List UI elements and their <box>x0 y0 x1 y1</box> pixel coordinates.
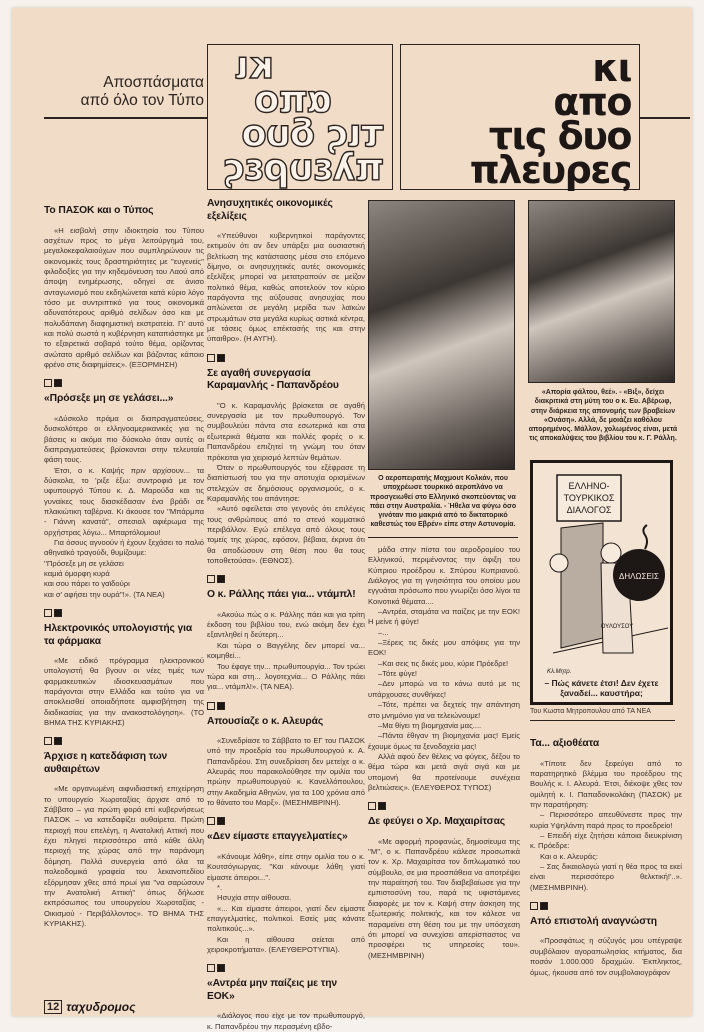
section-separator-icon <box>530 902 682 910</box>
headline-line: κι <box>592 46 631 90</box>
article <box>44 205 204 370</box>
kicker-line: Αποσπάσματα <box>103 74 204 91</box>
section-separator-icon <box>207 702 365 710</box>
article <box>207 198 365 345</box>
column-2 <box>207 196 365 1032</box>
article <box>530 916 682 978</box>
article-paragraph: Και η αίθουσα σείεται από χειροκροτήματα». (ΕΛΕΥΘΕΡΟΤΥΠΙΑ). <box>207 934 365 955</box>
article-paragraph: –Ξέρεις τις δικές μου απόψεις για την ΕΟΚ! <box>368 638 520 658</box>
headline-line: τις δυο <box>242 112 384 155</box>
photo-caption: «Απορία φάλτου, θεέ». - «Βιξ», δείχει διακριτικά στη μύτη του ο κ. Ευ. Αβέρωφ, στην διάρκεια της απονομής των βραβείων «Ονάση». Αλλά, δε μοιάζει καθόλου απορημένος. Μάλλον, χολωμένος είναι, μετά τις αποκαλύψεις του βιβλίου του κ. Γ. Ράλλη. <box>528 389 678 443</box>
mirrored-headline <box>208 44 392 189</box>
section-separator-icon <box>44 737 204 745</box>
divider <box>44 117 207 119</box>
article-paragraph: Για όσους αγνοούν ή έχουν ξεχάσει το παλιό αθηναϊκό τραγούδι, θυμίζουμε: <box>44 537 204 558</box>
article-paragraph: Όταν ο πρωθυπουργός του εξέφρασε τη διαπίστωσή του για την αποτυχία ορισμένων στελεχών σε δημόσιους οργανισμούς, ο κ. Καραμανλής του απάντησε: <box>207 462 365 503</box>
section-separator-icon <box>368 802 520 810</box>
article-paragraph: «Κάνουμε λάθη», είπε στην ομιλία του ο κ. Κουτσόγιωργας. ''Και κάνουμε λάθη γιατί είμαστε άπειροι...''. <box>207 851 365 882</box>
coat-label: ΟΥΛΟΥΣΟΥ <box>600 624 634 630</box>
article-paragraph: Έτσι, ο κ. Καψής πριν αρχίσουν... τα δύσκολα, το 'ριξε έξω: συντροφιά με τον υφυπουργό Τύπου κ. Δ. Μαρούδα και τις γυναίκες τους διασκέδασαν ένα βράδι σε πλακιώτικη ταβέρνα. Κι άκουσε τον ''Μπάρμπα - Γιάννη κανατά'', σπεσιαλ αφιέρωμα της ορχήστρας λόγω... Μπαρτόλομιου! <box>44 465 204 537</box>
section-separator-icon <box>207 817 365 825</box>
article-paragraph: – Επειδή είχε ζητήσει κάποια διευκρίνιση κ. Πρόεδρε: <box>530 830 682 851</box>
article-paragraph: – Σας δικαιολογώ γιατί η θέα προς τα εκεί είναι περισσότερο θελκτική!'..». (ΜΕΣΗΜΒΡΙΝΗ). <box>530 861 682 892</box>
photo-averof <box>528 200 675 383</box>
article-paragraph: –Και σεις τις δικές μου, κύριε Πρόεδρε! <box>378 658 509 668</box>
article-paragraph: –Πάντα έθιγαν τη βιομηχανία μας! Εμείς έχουμε όμως τα ξενοδοχεία μας! <box>368 731 520 751</box>
article-paragraph: «Διάλογος που είχε με τον πρωθυπουργό, κ. Παπανδρέου την περασμένη εβδο- <box>207 1011 365 1031</box>
magazine-brand: ταχυδρομος <box>66 1000 136 1014</box>
article <box>207 716 365 809</box>
article-paragraph: «Ακούω πώς ο κ. Ράλλης πάει και για τρίτη έκδοση του βιβλίου του, ενώ ακόμη δεν έχει εξαντληθεί η δεύτερη... <box>207 609 365 640</box>
column-3 <box>368 545 520 961</box>
article-paragraph: «Η εισβολή στην ιδιοκτησία του Τύπου ασχέτων προς το μέγα λειτούργημά του, μεγαλοκεφαλαιούχων που συμπληρώνουν τις οικονομικές τους δραστηριότητες με ''ευγενείς'' φιλοδοξίες για την κηδεμόνευση του Λαού από άποψη ενημέρωσης, οδηγεί σε άνισο ανταγωνισμό που εκδηλώνεται κατά κύριο λόγο τόσο με συντριπτικό για τους οικονομικά αδυνατότερους αριθμό σελίδων όσο και με πολυδάπανη διαφημιστική εκστρατεία. Γι' αυτό και πολύ σωστά η κυβέρνηση καταπιάστηκε με το εξαιρετικά σοβαρό τούτο θέμα, ορίζοντας ανώτατο αριθμό σελίδων και βάζοντας κάποιο φρένο στις διαφημίσεις». (ΕΞΟΡΜΗΣΗ) <box>44 225 204 369</box>
political-cartoon <box>530 460 673 705</box>
article-paragraph: *. <box>217 882 223 892</box>
article-paragraph: «Προσφάτως η σύζυγός μου υπέγραψε συμβόλαιον αγοραπωλησίας κτήματος, δια ποσόν 1.000.000 δραχμών. Έκπληκτος, όμως, ήκουσα από τον συμβολαιογράφον <box>530 936 682 977</box>
article-paragraph: «Με αφορμή προφανώς, δημοσίευμα της ''Μ'', ο κ. Παπανδρέου κάλεσε προσωπικά τον κ. Χρ. Μαχαιρίτσα τον διπλωματικό του σύμβουλο, σε μια προσπάθεια να αποτρέψει την παραίτησή του. Τον διαβεβαίωσε για την εμπιστοσύνη του, παρά τις υφιστάμενες διαφορές με τον κ. Καψή στην άσκηση της εξωτερικής πολιτικής, και τον κάλεσε να παραμείνει στη θέση του με την υπόσχεση ότι μπορεί να συνεχίσει απερίσπαστος να προσφέρει τις υπηρεσίες του». (ΜΕΣΗΜΒΡΙΝΗ) <box>368 836 520 960</box>
article-paragraph: «Δύσκολο πράμα οι διαπραγματεύσεις, δυσκολότερο οι ελληνοαμερικανικές για τις βάσεις κι ακόμα πιο δύσκολο όταν αυτές οι διαπραγματεύσεις βρίσκονται στην τελευταία φάση τους. <box>44 413 204 465</box>
article-paragraph: Αλλά αφού δεν θέλεις να φύγεις, δέξου το θέμα τώρα και μετά σιγά σιγά και με υπομονή θα προτείνουμε συνέχεια βελτιώσεις». (ΕΛΕΥΘΕΡΟΣ ΤΥΠΟΣ) <box>368 751 520 792</box>
divider <box>368 537 518 538</box>
headline <box>469 46 631 192</box>
article-paragraph: –Τότε φύγε! <box>378 669 418 679</box>
cartoon-drawing <box>533 463 670 702</box>
article-title: Σε αγαθή συνεργασία Καραμανλής - Παπανδρέου <box>207 367 339 392</box>
divider <box>640 117 690 119</box>
article-title: Άρχισε η κατεδάφιση των αυθαιρέτων <box>44 751 168 775</box>
article <box>44 623 204 728</box>
article-paragraph: «Με οργανωμένη αιφνιδιαστική επιχείρηση το υπουργείο Χωροταξίας άρχισε από το Σάββατο – για πρώτη φορά επί κυβερνήσεως ΠΑΣΟΚ – να κατεδαφίζει αυθαίρετα. Πρώτη περιοχή που επελέγη, η Ανατολική Αττική που έχει πληγεί περισσότερο από κάθε άλλη περιοχή της χώρας από την παράνομη δόμηση. Πολλά συνεργεία από όλα τα πολεοδομικά γραφεία του λεκανοπεδίου εξόρμησαν χθες από πρωί για ''να σαρώσουν την Ανατολική Αττική'' όπως δήλωσε εκπρόσωπος του υπουργείου Χωροταξίας - Οικισμού - Περιβάλλοντος». ΤΟ ΒΗΜΑ ΤΗΣ ΚΥΡΙΑΚΗΣ). <box>44 784 204 928</box>
article-title: Ο κ. Ράλλης πάει για... ντάμπλ! <box>207 589 356 601</box>
artist-signature: Κλ.Μητρ. <box>547 669 572 675</box>
article-title: Τα... αξιοθέατα <box>530 738 600 749</box>
article <box>368 545 520 793</box>
article-paragraph: «Συνεδρίασε το Σάββατο το ΕΓ του ΠΑΣΟΚ υπό την προεδρία του πρωθυπουργού κ. Α. Παπανδρέου. Στη συνεδρίαση δεν μετείχε ο κ. Αλευράς που παρακολούθησε την ομιλία του πρώην πρωθυπουργού κ. Κανελλόπουλου, στην Ακαδημία Αθηνών, για τα 100 χρόνια από το θάνατο του Μαρξ». (ΜΕΣΗΜΒΡΙΝΗ). <box>207 736 365 808</box>
article-paragraph: Ησυχία στην αίθουσα. <box>217 893 292 903</box>
article-paragraph: –Τότε, πρέπει να δεχτείς την απάντηση στο μνημόνιο για να τελειώνουμε! <box>368 700 520 720</box>
article-paragraph: Του έφαγε την... πρωθυπουργία... Τον τρώει τώρα και στη... λογοτεχνία... Ο Ράλλης πάει για... ντάμπλ!». (ΤΑ ΝΕΑ). <box>207 661 365 692</box>
article <box>207 368 365 567</box>
mirrored-headline-box <box>207 44 393 190</box>
section-separator-icon <box>44 609 204 617</box>
article <box>207 589 365 692</box>
headline-word: δυο <box>557 114 631 158</box>
column-1 <box>44 203 204 929</box>
article-title: Από επιστολή αναγνώστη <box>530 915 657 927</box>
section-separator-icon <box>207 354 365 362</box>
headline-line: κι <box>235 44 274 87</box>
headline-line: πλευρες <box>469 148 631 192</box>
cartoon-credit: Του Κωστα Μητροπουλου από ΤΑ ΝΕΑ <box>530 708 651 715</box>
article-title: «Αντρέα μην παίζεις με την ΕΟΚ» <box>207 978 338 1002</box>
cartoon-caption: – Πώς κάνετε έτσι! Δεν έχετε ξαναδεί... καυστήρα; <box>544 678 659 698</box>
sign-text: ΔΙΑΛΟΓΟΣ <box>566 505 612 515</box>
article <box>530 738 682 893</box>
headline-box <box>400 44 640 190</box>
article <box>44 393 204 600</box>
article-paragraph: –Αντρέα, σταμάτα να παίζεις με την ΕΟΚ! Η μείνε ή φύγε! <box>368 607 520 627</box>
article-paragraph: –Μα θίγει τη βιομηχανία μας.... <box>378 720 482 730</box>
article-title: «Δεν είμαστε επαγγελματίες» <box>207 831 348 843</box>
divider <box>530 720 675 721</box>
verse-line: καμιά όμορφη κυρά <box>44 568 110 578</box>
headline-word: τις <box>488 114 546 158</box>
sign-text: ΤΟΥΡΚΙΚΟΣ <box>563 493 615 503</box>
article-paragraph: «Αυτό οφείλεται στο γεγονός ότι επιλέγεις τους ανθρώπους από το στενό κομματικό περιβάλλον. Εγώ επέλεγα από όλους τους τομείς της χώρας, εφόσον, βέβαια, έκρινα ότι θα αποδώσουν στη θέση που θα τους τοποθετούσα». (ΕΘΝΟΣ). <box>207 504 365 565</box>
article-paragraph: «Τίποτε δεν ξεφεύγει από το παρατηρητικό βλέμμα του προέδρου της Βουλής κ. Ι. Αλευρά. Έτσι, διέκοψε χθες τον ομιλητή κ. Ι. Παπαδονικολάκη (ΠΑΣΟΚ) με την παρατήρηση: <box>530 758 682 809</box>
article-title: «Πρόσεξε μη σε γελάσει...» <box>44 393 174 405</box>
article-paragraph: «Υπεύθυνοι κυβερνητικοί παράγοντες εκτιμούν ότι αν δεν υπάρξει μια ουσιαστική βελτίωση της κατάστασης μέσα στο επόμενο δίμηνο, οι ανησυχητικές αυτές οικονομικές εξελίξεις μπορεί να μετατραπούν σε μείζον πολιτικό θέμα, καθώς αποτελούν τον κύριο παράγοντα της αύξουσας ανησυχίας που απλώνεται σε μεγάλη μερίδα των λαϊκών στρωμάτων στα μεγάλα κυρίως αστικά κέντρα, με τάσεις όμως επέκτασής της και στην ύπαιθρο». (Η ΑΥΓΗ). <box>207 231 365 344</box>
article <box>207 831 365 955</box>
section-separator-icon <box>207 575 365 583</box>
sign-text: ΕΛΛΗΝΟ- <box>568 481 610 491</box>
article-title: Ανησυχητικές οικονομικές εξελίξεις <box>207 198 333 222</box>
article-title: Δε φεύγει ο Χρ. Μαχαιρίτσας <box>368 816 506 828</box>
article <box>368 816 520 961</box>
photo-caption: Ο αεροπειρατής Μαχμουτ Κολκάν, που υποχρέωσε τουρκικό αεροπλάνο να προσγειωθεί στο Ελληνικό σκοπεύοντας να πάει στην Αυστραλία. - Ήθελα να φύγω όσο γινόταν πιο μακριά από το δικτατορικό καθεστώς του Εβρέν» είπε στην Αστυνομία. <box>369 475 517 529</box>
verse-line: και σου πάρει το γαϊδούρι <box>44 579 130 589</box>
article-title: Απουσίαζε ο κ. Αλευράς <box>207 715 324 727</box>
article-paragraph: «... Και είμαστε άπειροι, γιατί δεν είμαστε επαγγελματίες, πολιτικοί. Εσείς μας κάνατε πολιτικούς...». <box>207 903 365 934</box>
article-paragraph: – Περισσότερο απευθύνεστε προς την κυρία Υψηλάντη παρά προς το προεδρείο! <box>530 810 682 830</box>
photo-hijacker <box>368 200 515 470</box>
page-footer <box>44 1000 136 1014</box>
kicker-line: από όλο τον Τύπο <box>80 92 204 109</box>
page-number: 12 <box>44 1000 62 1014</box>
article <box>44 751 204 929</box>
verse-line: ''Πρόσεξε μη σε γελάσει <box>44 558 124 568</box>
article <box>207 978 365 1032</box>
section-separator-icon <box>44 379 204 387</box>
article-paragraph: μάδα στην πίστα του αεροδρομίου του Ελληνικού, περιμένοντας την άφιξη του Κύπριου προέδρου κ. Σπύρου Κυπριανού. Διάλογος για τη γνησιότητα του οποίου μου εγγυάται πρόσωπο που γνωρίζει όσο λίγοι τα Κοινοτικά θέματα.... <box>368 545 520 606</box>
section-separator-icon <box>207 964 365 972</box>
article-paragraph: –... <box>378 627 389 637</box>
bomb-label: ΔΗΛΩΣΕΙΣ <box>619 572 659 581</box>
article-paragraph: "Ο κ. Καραμανλής βρίσκεται σε αγαθή συνεργασία με τον πρωθυπουργό. Τον συμβουλεύει πάντα στα εσωτερικά και στα εξωτερικά θέματα και πολλές φορές ο κ. Παπανδρέου επιζητεί τη γνώμη του όταν πρόκειται για χειρισμό λεπτών θεμάτων. <box>207 400 365 462</box>
article-title: Ηλεκτρονικός υπολογιστής για τα φάρμακα <box>44 623 193 647</box>
article-paragraph: –Δεν μπορώ να το κάνω αυτό με τις υπάρχουσες συνθήκες! <box>368 679 520 699</box>
article-paragraph: «Με ειδικό πρόγραμμα ηλεκτρονικού υπολογιστή θα βγουν οι νέες τιμές των φαρμακευτικών ιδιοσκευασμάτων που παράγονται στην Ελλάδα και τούτο για να αποκλεισθεί οποιαδήποτε αμφισβήτηση της διαδικασίας για την ανακοστολόγηση». (ΤΟ ΒΗΜΑ ΤΗΣ ΚΥΡΙΑΚΗΣ) <box>44 656 204 728</box>
article-paragraph: Και ο κ. Αλευράς: <box>540 851 598 861</box>
headline-line: απο <box>553 80 631 124</box>
section-kicker <box>44 74 204 110</box>
headline-line: απο <box>254 78 332 121</box>
article-title: Το ΠΑΣΟΚ και ο Τύπος <box>44 205 154 216</box>
headline-line: πλευρες <box>223 146 384 189</box>
article-paragraph: Και τώρα ο Βαγγέλης δεν μπορεί να... κοιμηθεί... <box>207 640 365 661</box>
column-4 <box>530 736 682 978</box>
verse-line: και σ' αφήσει την ουρά''!». (ΤΑ ΝΕΑ) <box>44 589 165 599</box>
